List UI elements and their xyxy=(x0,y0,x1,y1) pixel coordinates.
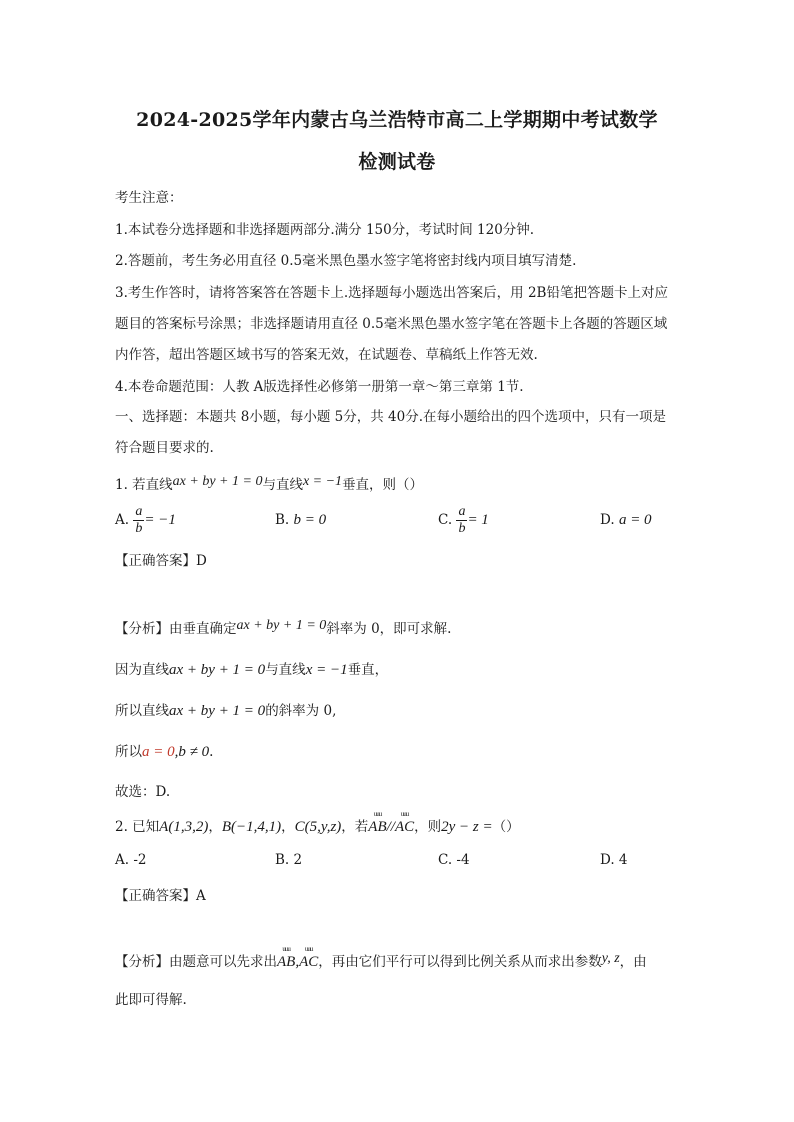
q1-analysis-post: 斜率为 0，即可求解. xyxy=(326,621,452,637)
q1-suffix: 垂直，则（） xyxy=(342,477,424,493)
q2-analysis-line2: 此即可得解. xyxy=(115,992,187,1008)
page-title-line2: 检测试卷 xyxy=(358,151,436,173)
question-2-stem: 2. 已知A(1,3,2)，B(−1,4,1)，C(5,y,z)，若uuu AB//uuu AC，则2y − z =（） xyxy=(115,815,520,836)
q2-option-b: B. 2 xyxy=(275,852,303,868)
q2-if: ，若 xyxy=(341,819,369,835)
q2-analysis-mid: ，再由它们平行可以得到比例关系从而求出参数 xyxy=(318,954,602,970)
q2-suffix: （） xyxy=(492,819,520,835)
step3-pre: 所以 xyxy=(115,744,142,760)
q1-analysis-label: 【分析】 xyxy=(115,621,169,637)
q1-option-b xyxy=(275,512,326,529)
q1-solution-step-3 xyxy=(115,740,213,761)
step1-equation-x: x = −1 xyxy=(305,662,348,678)
notice-heading: 考生注意： xyxy=(115,190,183,206)
q1-option-c xyxy=(438,504,489,537)
fraction-numerator: a xyxy=(458,504,466,519)
step3-equation-highlight: a = 0 xyxy=(142,744,175,760)
page-title-line1: 2024-2025学年内蒙古乌兰浩特市高二上学期期中考试数学 xyxy=(136,109,658,131)
q1-analysis xyxy=(115,617,451,637)
notice-item-3-line1: 3.考生作答时，请将答案答在答题卡上.选择题每小题选出答案后，用 2B铅笔把答题卡上对应 xyxy=(115,285,668,301)
q2-option-a: A. -2 xyxy=(115,852,147,868)
q1-option-a-rest: = −1 xyxy=(144,512,176,528)
q2-vector-ab: uuu AB xyxy=(368,819,386,836)
q2-analysis-line1: 【分析】由题意可以先求出uuu AB,uuu AC，再由它们平行可以得到比例关系从而求出参数y, z，由 xyxy=(115,950,647,971)
q2-analysis-label: 【分析】 xyxy=(115,954,169,970)
q1-option-b-label: B. xyxy=(275,512,290,528)
q1-option-c-fraction xyxy=(456,504,467,537)
notice-item-3-line2: 题目的答案标号涂黑；非选择题请用直径 0.5毫米黑色墨水签字笔在答题卡上各题的答题区域 xyxy=(115,316,668,332)
q1-option-a xyxy=(115,504,176,537)
q1-option-d xyxy=(600,512,652,529)
q2-prefix: 2. 已知 xyxy=(115,819,160,835)
q1-equation-line: ax + by + 1 = 0 xyxy=(172,474,263,489)
q1-solution-step-1 xyxy=(115,658,388,679)
step2-post: 的斜率为 0, xyxy=(265,703,337,719)
notice-item-3-line3: 内作答，超出答题区域书写的答案无效，在试题卷、草稿纸上作答无效. xyxy=(115,347,538,363)
q2-then: ，则 xyxy=(414,819,442,835)
step1-post: 垂直， xyxy=(347,662,389,678)
q1-option-b-text: b = 0 xyxy=(293,512,327,528)
q2-analysis-pre: 由题意可以先求出 xyxy=(169,954,277,970)
notice-item-4: 4.本卷命题范围：人教 A版选择性必修第一册第一章～第三章第 1节. xyxy=(115,379,524,395)
q1-option-c-label: C. xyxy=(438,512,453,528)
q1-analysis-pre: 由垂直确定 xyxy=(169,621,237,637)
section-heading-line2: 符合题目要求的. xyxy=(115,440,214,456)
question-1-stem xyxy=(115,473,423,493)
q1-option-a-label: A. xyxy=(115,512,130,528)
step1-equation: ax + by + 1 = 0 xyxy=(169,662,266,678)
notice-item-1: 1.本试卷分选择题和非选择题两部分.满分 150分，考试时间 120分钟. xyxy=(115,222,535,238)
q1-option-c-rest: = 1 xyxy=(467,512,489,528)
fraction-denominator: b xyxy=(458,521,466,536)
q1-option-a-fraction xyxy=(133,504,144,537)
q2-analysis-vector-ac: uuu AC xyxy=(299,954,318,971)
step1-pre: 因为直线 xyxy=(115,662,169,678)
q2-point-a: A(1,3,2) xyxy=(159,819,209,835)
q1-solution-step-2 xyxy=(115,699,336,720)
section-heading-line1: 一、选择题：本题共 8小题，每小题 5分，共 40分.在每小题给出的四个选项中，只有一项是 xyxy=(115,409,667,425)
q1-answer: 【正确答案】D xyxy=(115,553,207,569)
q1-equation-x: x = −1 xyxy=(302,474,343,489)
step3-equation-rest: ,b ≠ 0 xyxy=(174,744,210,760)
step2-pre: 所以直线 xyxy=(115,703,169,719)
step2-equation: ax + by + 1 = 0 xyxy=(169,703,266,719)
q2-answer: 【正确答案】A xyxy=(115,888,206,904)
fraction-numerator: a xyxy=(135,504,143,519)
q1-mid: 与直线 xyxy=(262,477,303,493)
q1-option-d-label: D. xyxy=(600,512,615,528)
q2-vector-ac: uuu AC xyxy=(395,819,414,836)
notice-item-2: 2.答题前，考生务必用直径 0.5毫米黑色墨水签字笔将密封线内项目填写清楚. xyxy=(115,253,577,269)
q2-expression: 2y − z = xyxy=(441,819,493,835)
q2-option-c: C. -4 xyxy=(438,852,470,868)
q2-parallel-sign: // xyxy=(386,819,395,835)
step1-mid: 与直线 xyxy=(265,662,306,678)
q2-point-c: C(5,y,z) xyxy=(294,819,342,835)
step3-post: . xyxy=(209,744,214,760)
q2-point-b: B(−1,4,1) xyxy=(221,819,282,835)
q1-prefix: 1. 若直线 xyxy=(115,477,173,493)
fraction-denominator: b xyxy=(135,521,143,536)
q1-conclusion: 故选：D. xyxy=(115,784,171,800)
q2-analysis-vector-ab: uuu AB xyxy=(277,954,295,971)
q2-analysis-params: y, z xyxy=(601,951,620,966)
q2-option-d: D. 4 xyxy=(600,852,628,868)
q2-analysis-post: ，由 xyxy=(619,954,647,970)
q1-analysis-equation: ax + by + 1 = 0 xyxy=(236,618,327,633)
q1-option-d-text: a = 0 xyxy=(618,512,652,528)
